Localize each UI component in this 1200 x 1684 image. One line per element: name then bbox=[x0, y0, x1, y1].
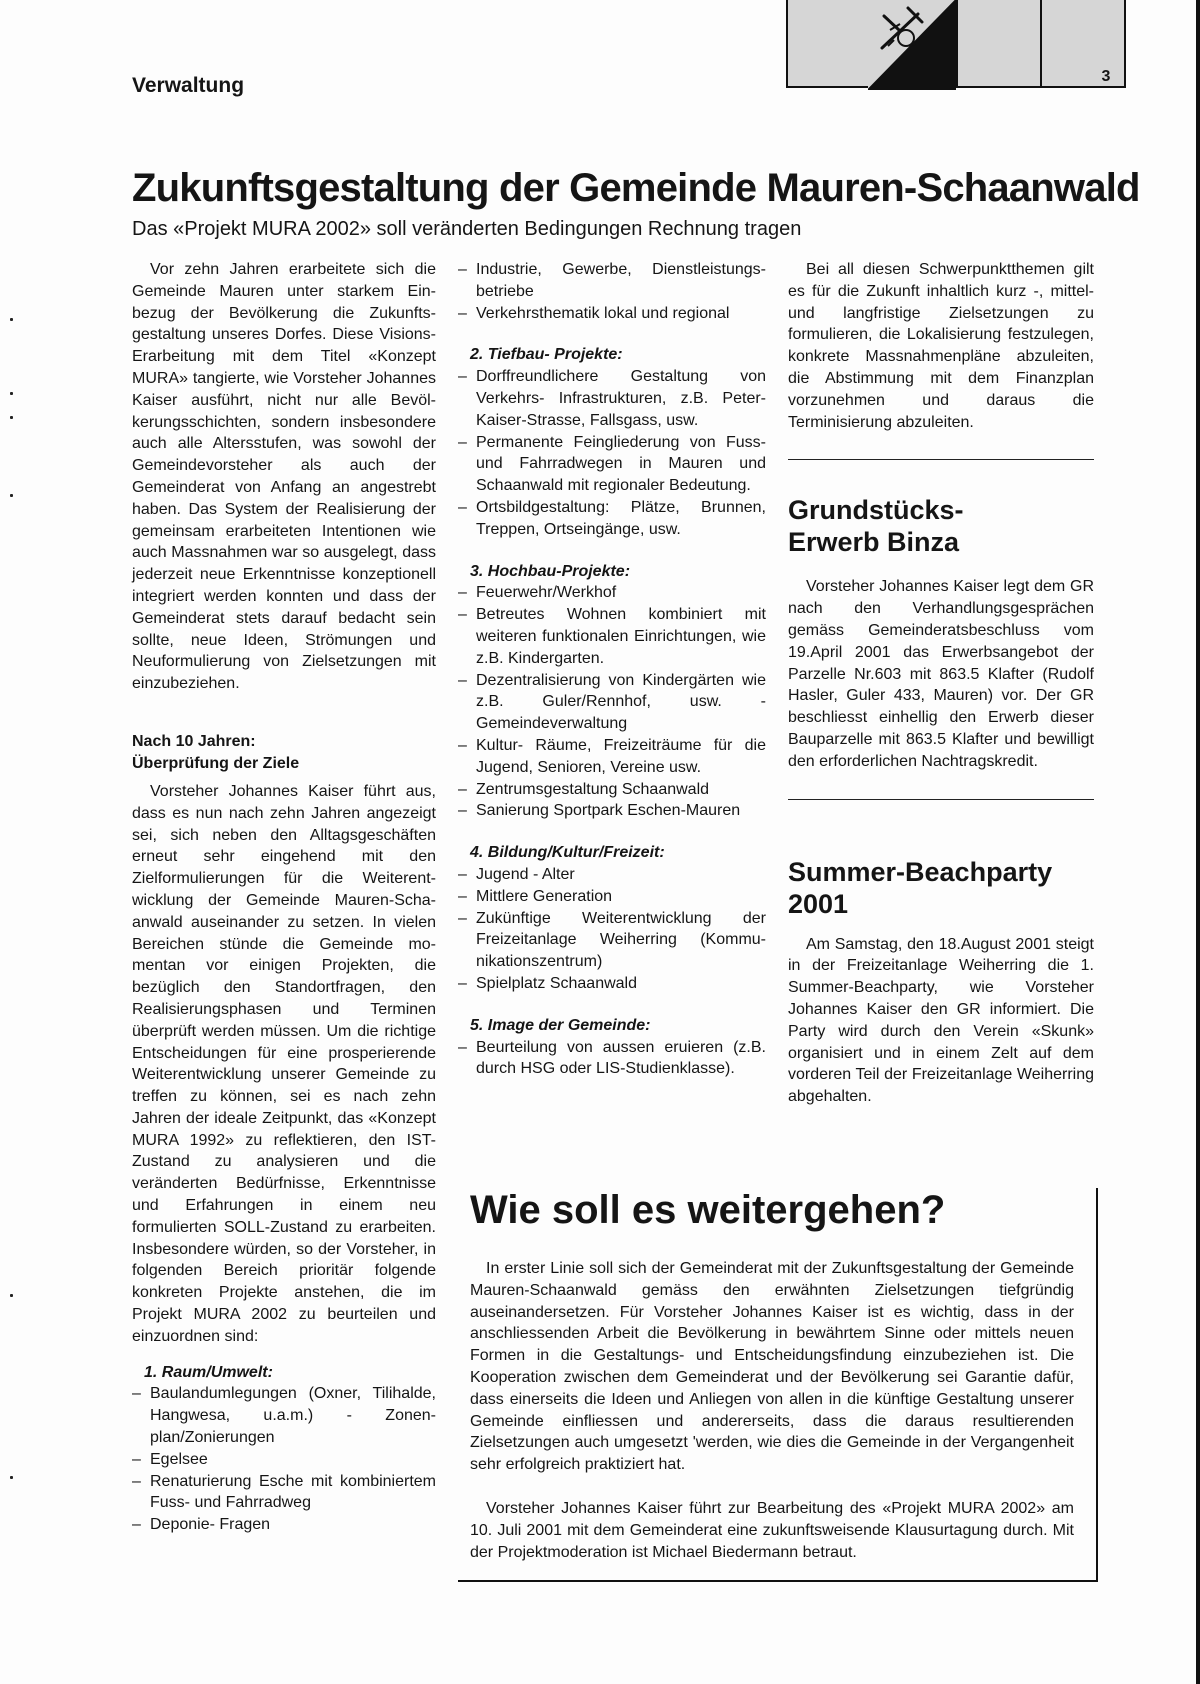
article-title-grundstuecks: Grundstücks- bbox=[788, 495, 964, 526]
list-item: – Baulandumlegungen (Oxner, Tilihalde, Hangwesa, u.a.m.) - Zonenplan/Zonierungen bbox=[132, 1383, 436, 1448]
list-item: – Dorffreundlichere Gestaltung von Verkehrs- Infrastrukturen, z.B. Peter-Kaiser-Strasse, Fallsgass, usw. bbox=[458, 366, 766, 431]
scan-mark bbox=[10, 416, 13, 419]
list-item: – Deponie- Fragen bbox=[132, 1514, 436, 1536]
box-title: Wie soll es weitergehen? bbox=[470, 1188, 946, 1232]
list-item: – Sanierung Sportpark Eschen-Mauren bbox=[458, 800, 766, 822]
project-list bbox=[458, 1037, 766, 1081]
info-box bbox=[458, 1188, 1098, 1582]
scan-mark bbox=[10, 1294, 13, 1297]
scan-mark bbox=[10, 318, 13, 321]
list-item: – Verkehrsthematik lokal und regional bbox=[458, 303, 766, 325]
list-item: – Feuerwehr/Werkhof bbox=[458, 582, 766, 604]
list-item: – Renaturierung Esche mit kombiniertem Fuss- und Fahrradweg bbox=[132, 1471, 436, 1515]
page-number: 3 bbox=[1101, 68, 1111, 85]
scan-mark bbox=[10, 392, 13, 395]
list-item: – Zukünftige Weiterentwicklung der Freizeitanlage Weiherring (Kommunikationszentrum) bbox=[458, 908, 766, 973]
list-item: – Beurteilung von aussen eruieren (z.B. durch HSG oder LIS-Studienklasse). bbox=[458, 1037, 766, 1081]
list-item: – Mittlere Generation bbox=[458, 886, 766, 908]
box-paragraph: In erster Linie soll sich der Gemeinderat mit der Zukunftsgestaltung der Gemeinde Mauren-Schaanwald gemäss den erwähnten Zielsetzungen tiefgründig auseinandersetzen. Für Vorsteher Johannes Kaiser ist es wichtig, dass in der anschliessenden Arbeit die Bevölkerung in bewährtem Sinne oder mittels neuen Formen in die Gestaltungs- und Entscheidungsfindung einzubeziehen ist. Die Kooperation zwischen dem Gemeinderat und der Bevölkerung sei Garantie dafür, dass einerseits die Ideen und Anliegen von allen in die künftige Gestaltung unserer Gemeinde einfliessen und andererseits, dass die daraus resultierenden Zielsetzungen auch umgesetzt 'werden, wie dies die Gemeinde in der Vergangenheit sehr erfolgreich praktiziert hat. bbox=[470, 1260, 1074, 1474]
header-blocks bbox=[786, 0, 1126, 92]
section-heading: Nach 10 Jahren: bbox=[132, 732, 256, 750]
project-list bbox=[458, 366, 766, 540]
article-title-grundstuecks: Erwerb Binza bbox=[788, 527, 960, 558]
list-item: – Egelsee bbox=[132, 1449, 436, 1471]
project-heading: 2. Tiefbau- Projekte: bbox=[470, 346, 623, 364]
column-3 bbox=[788, 259, 1094, 1108]
project-heading: 1. Raum/Umwelt: bbox=[144, 1363, 273, 1381]
list-item: – Zentrumsgestaltung Schaanwald bbox=[458, 779, 766, 801]
list-item: – Jugend - Alter bbox=[458, 864, 766, 886]
project-list-continued bbox=[458, 259, 766, 324]
intro-paragraph: Vor zehn Jahren erarbeitete sich die Gemeinde Mauren unter starkem Einbezug der Bevölkerung die Zukunftsgestaltung unseres Dorfes. Diese Visions-Erarbeitung mit dem Titel «Konzept MURA» tangierte, wie Vorsteher Johannes Kaiser ausführt, nicht nur alle Bevölkerungsschichten, sondern insbesondere auch alle Altersstufen, was sowohl der Gemeindevorsteher als auch der Gemeinderat von Anfang an angestrebt haben. Das System der Realisierung der gemeinsam erarbeiteten Intentionen wie auch Massnahmen war so ausgelegt, dass jederzeit neue Erkenntnisse konzeptionell integriert werden konnten und dass der Gemeinderat stets darauf bedacht sein sollte, neue Ideen, Strömungen und Neuformulierung von Zielsetzungen mit einzubeziehen. bbox=[132, 261, 436, 693]
project-heading: 3. Hochbau-Projekte: bbox=[470, 562, 631, 580]
header-block bbox=[956, 0, 1040, 88]
article-subtitle: Das «Projekt MURA 2002» soll veränderten Bedingungen Rechnung tragen bbox=[132, 218, 802, 240]
box-paragraph: Vorsteher Johannes Kaiser führt zur Bearbeitung des «Projekt MURA 2002» am 10. Juli 2001 mit dem Gemeinderat eine zukunftsweisende Klausurtagung durch. Mit der Projektmoderation ist Michael Biedermann betraut. bbox=[470, 1499, 1074, 1561]
section-heading: Überprüfung der Ziele bbox=[132, 754, 300, 772]
list-item: – Kultur- Räume, Freizeiträume für die Jugend, Senioren, Vereine usw. bbox=[458, 735, 766, 779]
column-1 bbox=[132, 259, 436, 1536]
list-item: – Dezentralisierung von Kindergärten wie z.B. Guler/Rennhof, usw. - Gemeindeverwaltung bbox=[458, 670, 766, 735]
scan-mark bbox=[10, 1476, 13, 1479]
project-heading: 5. Image der Gemeinde: bbox=[470, 1016, 651, 1034]
article-title-beachparty: 2001 bbox=[788, 888, 849, 919]
article-title: Zukunftsgestaltung der Gemeinde Mauren-Schaanwald bbox=[132, 166, 1140, 210]
project-list bbox=[458, 582, 766, 822]
project-list bbox=[458, 864, 766, 995]
section-emblem-icon bbox=[868, 0, 956, 90]
list-item: – Ortsbildgestaltung: Plätze, Brunnen, Treppen, Ortseingänge, usw. bbox=[458, 497, 766, 541]
list-item: – Spielplatz Schaanwald bbox=[458, 973, 766, 995]
column-2 bbox=[458, 259, 766, 1080]
list-item: – Betreutes Wohnen kombiniert mit weiteren funktionalen Einrichtungen, wie z.B. Kindergarten. bbox=[458, 604, 766, 669]
project-heading: 4. Bildung/Kultur/Freizeit: bbox=[470, 844, 665, 862]
box-body bbox=[470, 1258, 1074, 1563]
header-block bbox=[786, 0, 870, 88]
body-paragraph: Vorsteher Johannes Kaiser führt aus, dass es nun nach zehn Jahren angezeigt sei, sich neben den Alltagsgeschäften erneut sehr eingehend mit den Zielformulierungen für die Weiterentwicklung der Gemeinde Mauren-Schaanwald auseinander zu setzen. In vielen Bereichen stünde die Gemeinde momentan vor einigen Projekten, die bezüglich den Standortfragen, den Realisierungsphasen und Terminen überprüft werden müssen. Um die richtige Entscheidungen für eine prosperierende Weiterentwicklung unserer Gemeinde zu treffen zu können, sei es nach zehn Jahren der ideale Zeitpunkt, das «Konzept MURA 1992» zu reflektieren, den IST- Zustand zu analysieren und die veränderten Bedürfnisse, Erkenntnisse und Erfahrungen in einem neu formulierten SOLL-Zustand zu erarbeiten. Insbesondere würden, so der Vorsteher, in folgenden Bereich prioritär folgende konkreten Projekte anstehen, die im Projekt MURA 2002 zu beurteilen und einzuordnen sind: bbox=[132, 782, 436, 1345]
list-item: – Industrie, Gewerbe, Dienstleistungsbetriebe bbox=[458, 259, 766, 303]
body-paragraph: Am Samstag, den 18.August 2001 steigt in der Freizeitanlage Weiherring die 1. Summer-Beachparty, wie Vorsteher Johannes Kaiser den GR informiert. Die Party wird durch den Verein «Skunk» organisiert und in einem Zelt auf dem vorderen Teil der Freizeitanlage Weiherring abgehalten. bbox=[788, 935, 1094, 1106]
project-list bbox=[132, 1383, 436, 1536]
closing-paragraph: Bei all diesen Schwerpunktthemen gilt es für die Zukunft inhaltlich kurz -, mittel- und langfristige Zielsetzungen zu formulieren, die Lokalisierung festzulegen, konkrete Massnahmenpläne abzuleiten, die Abstimmung mit dem Finanzplan vorzunehmen und daraus die Terminisierung abzuleiten. bbox=[788, 261, 1094, 431]
article-title-beachparty: Summer-Beachparty bbox=[788, 856, 1053, 887]
scan-mark bbox=[10, 494, 13, 497]
list-item: – Permanente Feingliederung von Fuss-und Fahrradwegen in Mauren und Schaanwald mit regionaler Bedeutung. bbox=[458, 432, 766, 497]
section-label: Verwaltung bbox=[132, 74, 245, 97]
body-paragraph: Vorsteher Johannes Kaiser legt dem GR nach den Verhandlungsgesprächen gemäss Gemeinderatsbeschluss vom 19.April 2001 das Erwerbsangebot der Parzelle Nr.603 mit 863.5 Klafter (Rudolf Hasler, Guler 433, Mauren) vor. Der GR beschliesst einhellig den Erwerb dieser Bauparzelle mit 863.5 Klafter und bewilligt den erforderlichen Nachtragskredit. bbox=[788, 578, 1094, 770]
